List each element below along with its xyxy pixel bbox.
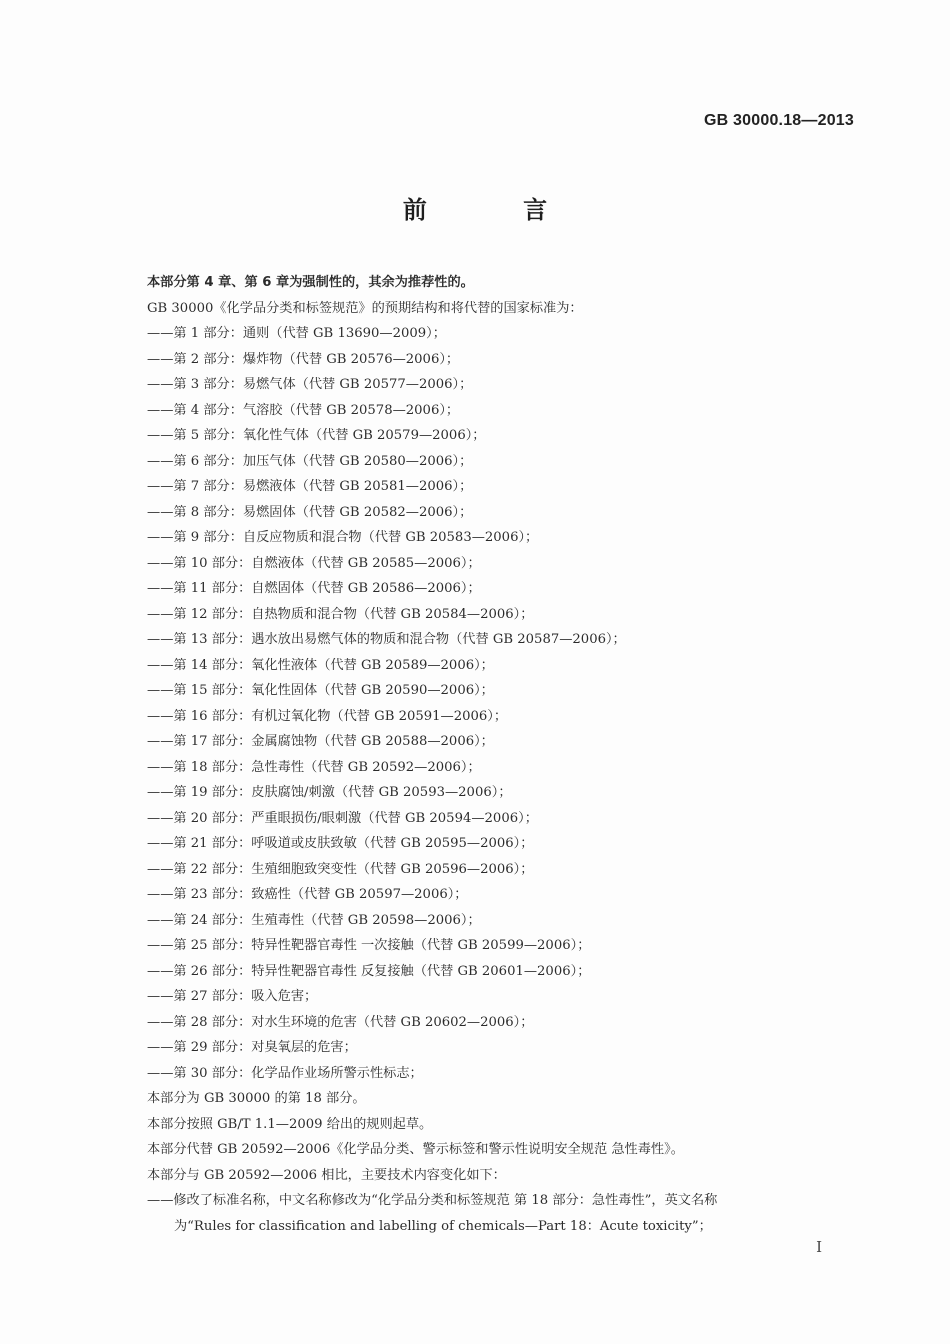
list-item: ——第 22 部分：生殖细胞致突变性（代替 GB 20596—2006）； — [147, 861, 534, 877]
list-item: ——第 2 部分：爆炸物（代替 GB 20576—2006）； — [147, 351, 460, 367]
list-item: ——第 23 部分：致癌性（代替 GB 20597—2006）； — [147, 887, 468, 902]
structure-intro: GB 30000《化学品分类和标签规范》的预期结构和将代替的国家标准为： — [147, 300, 583, 316]
replaces-statement: 本部分代替 GB 20592—2006《化学品分类、警示标签和警示性说明安全规范 急性毒性》。 — [147, 1142, 684, 1157]
list-item: ——第 3 部分：易燃气体（代替 GB 20577—2006）； — [147, 377, 473, 392]
change-item-line2: 为“Rules for classification and labelling of chemicals—Part 18：Acute toxicity”； — [174, 1218, 712, 1234]
list-item: ——第 14 部分：氧化性液体（代替 GB 20589—2006）； — [147, 657, 494, 673]
list-item: ——第 18 部分：急性毒性（代替 GB 20592—2006）； — [147, 759, 481, 775]
page-title: 前 言 — [402, 195, 592, 224]
list-item: ——第 10 部分：自燃液体（代替 GB 20585—2006）； — [147, 555, 481, 571]
list-item: ——第 24 部分：生殖毒性（代替 GB 20598—2006）； — [147, 912, 481, 928]
list-item: ——第 27 部分：吸入危害； — [147, 989, 318, 1004]
list-item: ——第 20 部分：严重眼损伤/眼刺激（代替 GB 20594—2006）； — [147, 810, 538, 826]
list-item: ——第 19 部分：皮肤腐蚀/刺激（代替 GB 20593—2006）； — [147, 785, 512, 800]
list-item: ——第 8 部分：易燃固体（代替 GB 20582—2006）； — [147, 504, 473, 520]
changes-intro: 本部分与 GB 20592—2006 相比，主要技术内容变化如下： — [147, 1167, 506, 1183]
drafting-statement: 本部分按照 GB/T 1.1—2009 给出的规则起草。 — [147, 1116, 433, 1132]
page-number: I — [816, 1238, 822, 1256]
list-item: ——第 29 部分：对臭氧层的危害； — [147, 1040, 357, 1055]
list-item: ——第 5 部分：氧化性气体（代替 GB 20579—2006）； — [147, 428, 486, 443]
list-item: ——第 16 部分：有机过氧化物（代替 GB 20591—2006）； — [147, 708, 508, 724]
list-item: ——第 17 部分：金属腐蚀物（代替 GB 20588—2006）； — [147, 734, 494, 749]
list-item: ——第 9 部分：自反应物质和混合物（代替 GB 20583—2006）； — [147, 530, 539, 545]
standard-code: GB 30000.18—2013 — [704, 112, 854, 129]
list-item: ——第 12 部分：自热物质和混合物（代替 GB 20584—2006）； — [147, 606, 534, 622]
list-item: ——第 6 部分：加压气体（代替 GB 20580—2006）； — [147, 453, 473, 469]
list-item: ——第 4 部分：气溶胶（代替 GB 20578—2006）； — [147, 402, 460, 418]
list-item: ——第 28 部分：对水生环境的危害（代替 GB 20602—2006）； — [147, 1014, 534, 1030]
change-item-line1: ——修改了标准名称，中文名称修改为“化学品分类和标签规范 第 18 部分：急性毒性”，英文名称 — [147, 1193, 718, 1208]
list-item: ——第 13 部分：遇水放出易燃气体的物质和混合物（代替 GB 20587—2006）； — [147, 632, 626, 647]
list-item: ——第 25 部分：特异性靶器官毒性 一次接触（代替 GB 20599—2006）； — [147, 938, 591, 953]
list-item: ——第 21 部分：呼吸道或皮肤致敏（代替 GB 20595—2006）； — [147, 836, 534, 851]
foreword-body — [147, 270, 867, 1239]
mandatory-statement: 本部分第 4 章、第 6 章为强制性的，其余为推荐性的。 — [147, 275, 474, 290]
list-item: ——第 11 部分：自燃固体（代替 GB 20586—2006）； — [147, 581, 481, 596]
list-item: ——第 26 部分：特异性靶器官毒性 反复接触（代替 GB 20601—2006）； — [147, 963, 591, 979]
parts-list — [147, 321, 867, 1086]
part-of-statement: 本部分为 GB 30000 的第 18 部分。 — [147, 1091, 366, 1106]
list-item: ——第 7 部分：易燃液体（代替 GB 20581—2006）； — [147, 479, 473, 494]
list-item: ——第 30 部分：化学品作业场所警示性标志； — [147, 1065, 423, 1081]
list-item: ——第 1 部分：通则（代替 GB 13690—2009）； — [147, 326, 446, 341]
list-item: ——第 15 部分：氧化性固体（代替 GB 20590—2006）； — [147, 683, 494, 698]
